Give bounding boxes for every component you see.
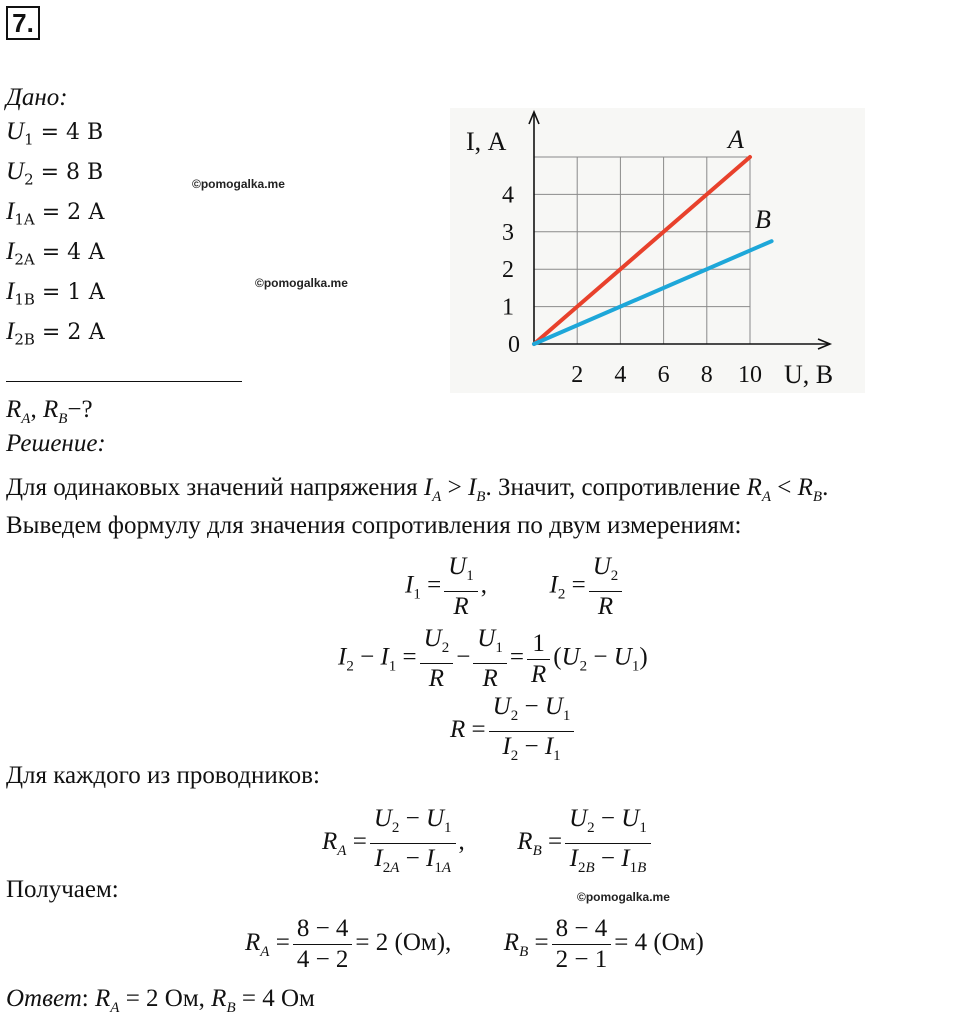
given-item: $U_2 = 8$ В [6, 158, 104, 189]
y-tick-label: 2 [502, 257, 514, 284]
origin-label: 0 [508, 332, 520, 358]
paragraph-4: Получаем: [6, 876, 119, 903]
iv-chart [450, 108, 865, 393]
series-label-B: B [755, 205, 771, 234]
problem-number: 7. [6, 6, 40, 40]
paragraph-3: Для каждого из проводников: [6, 762, 320, 789]
formula-difference: $I_2 - I_1$ = $\frac{U_2}{R}$ − $\frac{U_1}{R}$ = $\frac{1}{R}$ $(U_2 - U_1)$ [338, 625, 648, 692]
watermark-3: ©pomogalka.me [577, 890, 670, 904]
given-item: $I_{1В} = 1$ А [6, 278, 105, 309]
watermark-1: ©pomogalka.me [192, 177, 285, 191]
solution-label: Решение: [6, 430, 106, 457]
given-item: $I_{1A} = 2$ А [6, 198, 105, 229]
paragraph-1: Для одинаковых значений напряжения $I_A > I_B$. Значит, сопротивление $R_A < R_B$. [6, 474, 829, 505]
y-tick-label: 4 [502, 182, 514, 209]
paragraph-1-text: Для одинаковых значений напряжения [6, 474, 418, 501]
watermark-2: ©pomogalka.me [255, 276, 348, 290]
formula-ohm-two: $I_1$ = $\frac{U_1}{R}$ , $I_2$ = $\frac{U_2}{R}$ [405, 552, 625, 622]
formula-each-conductor: $R_A$ = $\frac{U_2 - U_1}{I_{2A} - I_{1A}}$ , $R_B$ = $\frac{U_2 - U_1}{I_{2B} - I_{1B}}$ [322, 804, 654, 883]
answer-label: Ответ [6, 985, 82, 1012]
answer-line: Ответ: $R_A = 2$ Ом, $R_B = 4$ Ом [6, 985, 315, 1016]
formula-resistance: R = $\frac{U_2 - U_1}{I_2 - I_1}$ [450, 692, 577, 771]
x-tick-label: 4 [614, 362, 627, 388]
x-axis-label: U, В [784, 360, 834, 389]
given-item: $I_{2В} = 2$ А [6, 318, 105, 349]
paragraph-1-end: . Значит, сопротивление [485, 474, 741, 501]
x-tick-label: 6 [657, 362, 670, 388]
x-tick-label: 2 [571, 362, 584, 388]
x-tick-label: 8 [700, 362, 713, 388]
given-item: $U_1 = 4$ В [6, 118, 104, 149]
find-line: $R_A$, $R_B-$? [6, 396, 93, 427]
y-tick-label: 3 [502, 219, 514, 246]
paragraph-2: Выведем формулу для значения сопротивления по двум измерениям: [6, 512, 742, 539]
series-label-A: A [728, 125, 744, 154]
given-divider [6, 381, 242, 382]
y-axis-label: I, А [466, 127, 507, 156]
x-tick-label: 10 [738, 362, 762, 388]
given-label: Дано: [6, 84, 68, 111]
y-tick-label: 1 [502, 294, 514, 321]
formula-result: $R_A$ = $\frac{8 - 4}{4 - 2}$ = 2 (Ом), $R_B$ = $\frac{8 - 4}{2 - 1}$ = 4 (Ом) [245, 915, 704, 973]
given-item: $I_{2A} = 4$ А [6, 238, 105, 269]
